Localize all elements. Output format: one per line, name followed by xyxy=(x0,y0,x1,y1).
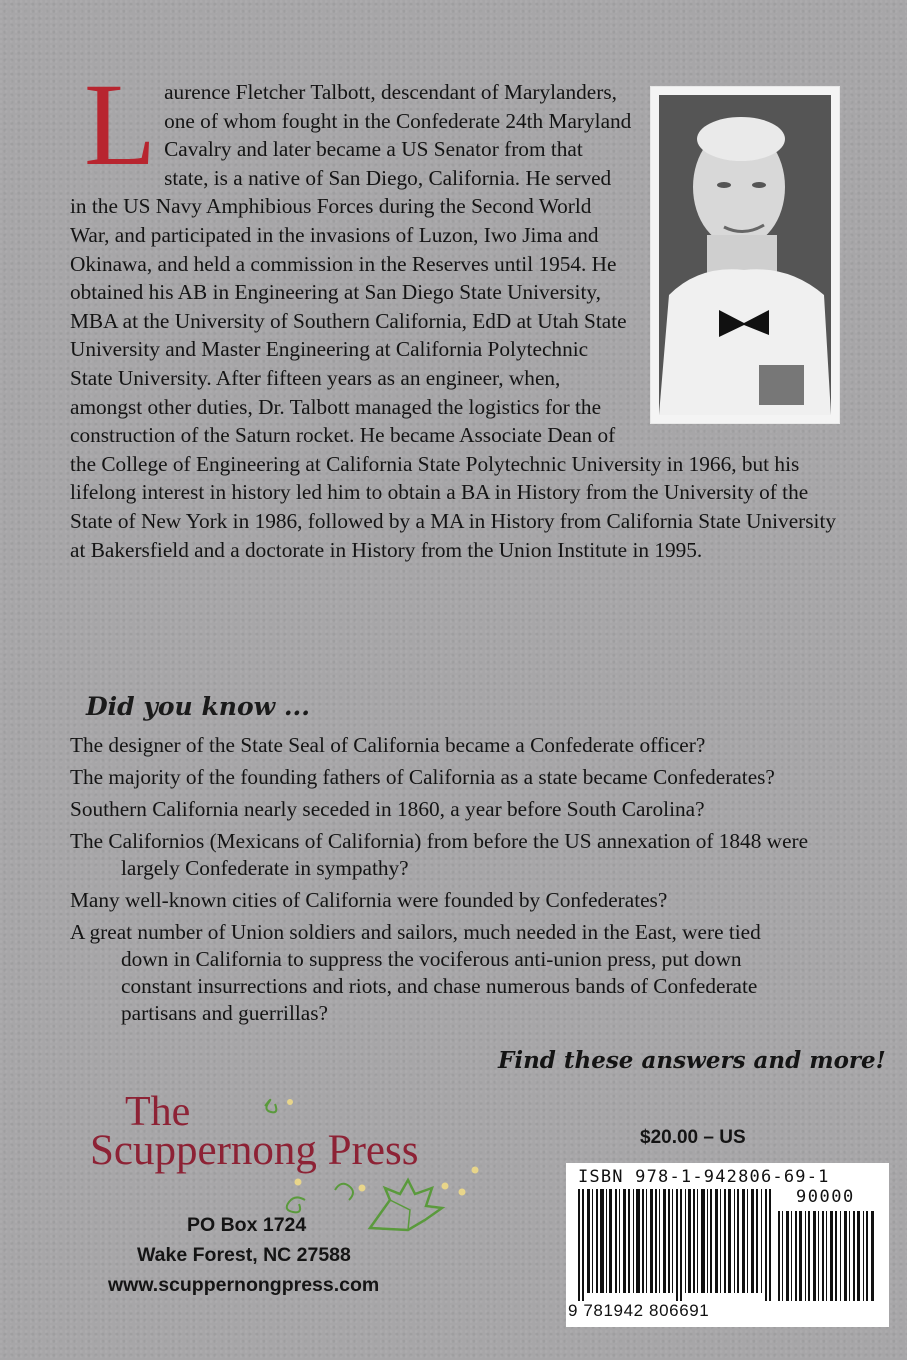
author-portrait-image xyxy=(659,95,831,415)
fact-item: The designer of the State Seal of California became a Confederate officer? xyxy=(70,733,706,757)
addon-text: 90000 xyxy=(796,1187,855,1207)
author-photo xyxy=(650,86,840,424)
isbn-text: ISBN 978-1-942806-69-1 xyxy=(578,1167,830,1187)
facts-list xyxy=(70,732,860,1032)
fact-item: A great number of Union soldiers and sailors, much needed in the East, were tied down in California to suppress the vociferous anti-union press, put down constant insurrections and riots, and chase numerous bands of Confederate partisans and guerrillas? xyxy=(70,920,761,1025)
fact-item: Southern California nearly seceded in 1860, a year before South Carolina? xyxy=(70,797,705,821)
publisher-address xyxy=(108,1210,428,1300)
price: $20.00 – US xyxy=(640,1127,746,1148)
author-bio xyxy=(70,59,840,564)
tagline: Find these answers and more! xyxy=(498,1047,886,1074)
bio-text: aurence Fletcher Talbott, descendant of Marylanders, one of whom fought in the Confederate 24th Maryland Cavalry and later became a US Senator from that state, is a native of San Diego, California. He served in the US Navy Amphibious Forces during the Second World War, and participated in the invasions of Luzon, Iwo Jima and Okinawa, and held a commission in the Reserves until 1954. He obtained his AB in Engineering at San Diego State University, MBA at the University of Southern California, EdD at Utah State University and Master Engineering at California Polytechnic State University. After fifteen years as an engineer, when, amongst other duties, Dr. Talbott managed the logistics for the construction of the Saturn rocket. He became Associate Dean of the College of Engineering at California State Polytechnic University in 1966, but his lifelong interest in history led him to obtain a BA in History from the University of the State of New York in 1986, followed by a MA in History from California State University at Bakersfield and a doctorate in History from the Union Institute in 1995. xyxy=(70,80,837,562)
logo-the: The xyxy=(125,1089,191,1135)
address-line2: Wake Forest, NC 27588 xyxy=(137,1244,351,1266)
barcode-bars xyxy=(578,1189,878,1301)
barcode xyxy=(566,1163,889,1327)
drop-cap: L xyxy=(84,59,157,190)
address-line1: PO Box 1724 xyxy=(187,1214,307,1236)
website: www.scuppernongpress.com xyxy=(108,1274,380,1296)
fact-item: The majority of the founding fathers of California as a state became Confederates? xyxy=(70,765,775,789)
ean-digits: 9 781942 806691 xyxy=(568,1301,710,1320)
fact-item: Many well-known cities of California were founded by Confederates? xyxy=(70,888,668,912)
did-you-know-heading: Did you know ... xyxy=(86,692,310,721)
logo-name: Scuppernong Press xyxy=(90,1127,419,1174)
fact-item: The Californios (Mexicans of California) from before the US annexation of 1848 were largely Confederate in sympathy? xyxy=(70,829,809,880)
